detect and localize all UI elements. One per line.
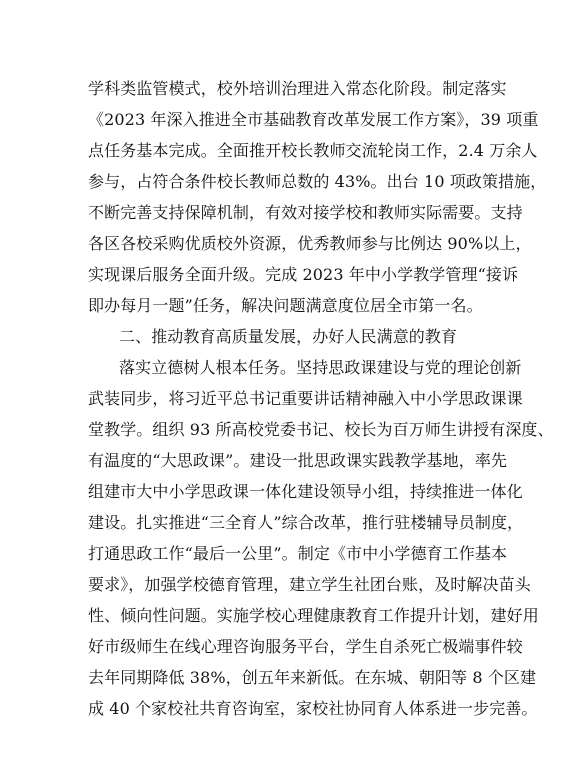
paragraph-line: 建设。扎实推进“三全育人”综合改革，推行驻楼辅导员制度， xyxy=(88,513,524,532)
paragraph-line: 组建市大中小学思政课一体化建设领导小组，持续推进一体化 xyxy=(88,482,523,501)
paragraph-line: 成 40 个家校社共育咨询室，家校社协同育人体系进一步完善。 xyxy=(88,699,538,718)
paragraph-line: 各区各校采购优质校外资源，优秀教师参与比例达 90%以上， xyxy=(88,234,532,253)
paragraph-line: 打通思政工作“最后一公里”。制定《市中小学德育工作基本 xyxy=(88,544,508,563)
paragraph-line: 好市级师生在线心理咨询服务平台，学生自杀死亡极端事件较 xyxy=(88,637,523,656)
paragraph-line: 参与，占符合条件校长教师总数的 43%。出台 10 项政策措施， xyxy=(88,172,547,191)
paragraph-line: 要求》，加强学校德育管理，建立学生社团台账，及时解决苗头 xyxy=(88,575,531,594)
paragraph-line: 去年同期降低 38%，创五年来新低。在东城、朝阳等 8 个区建 xyxy=(88,668,537,687)
paragraph-line: 学科类监管模式，校外培训治理进入常态化阶段。制定落实 xyxy=(88,79,507,98)
paragraph-line: 性、倾向性问题。实施学校心理健康教育工作提升计划，建好用 xyxy=(88,606,539,625)
paragraph-line: 有温度的“大思政课”。建设一批思政课实践教学基地，率先 xyxy=(88,451,508,470)
paragraph-line: 《2023 年深入推进全市基础教育改革发展工作方案》，39 项重 xyxy=(88,110,539,129)
paragraph-line: 实现课后服务全面升级。完成 2023 年中小学教学管理“接诉 xyxy=(88,265,519,284)
paragraph-line: 即办每月一题”任务，解决问题满意度位居全市第一名。 xyxy=(88,296,483,315)
paragraph-line: 不断完善支持保障机制，有效对接学校和教师实际需要。支持 xyxy=(88,203,523,222)
paragraph-line: 落实立德树人根本任务。坚持思政课建设与党的理论创新 xyxy=(119,358,522,377)
paragraph-line: 点任务基本完成。全面推开校长教师交流轮岗工作，2.4 万余人 xyxy=(88,141,538,160)
paragraph-line: 武装同步，将习近平总书记重要讲话精神融入中小学思政课课 xyxy=(88,389,523,408)
paragraph-line: 堂教学。组织 93 所高校党委书记、校长为百万师生讲授有深度、 xyxy=(88,420,554,439)
section-heading: 二、推动教育高质量发展，办好人民满意的教育 xyxy=(119,327,458,346)
